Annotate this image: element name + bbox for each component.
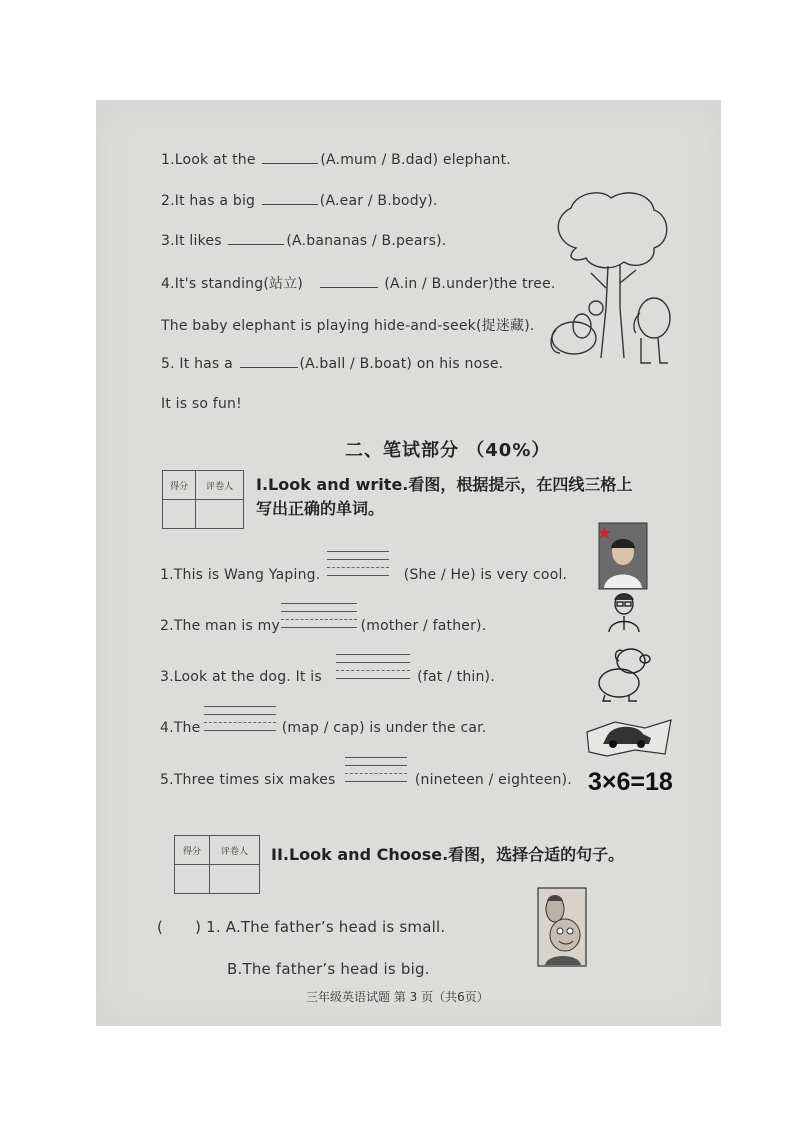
item-text: 5.Three times six makes (160, 772, 336, 788)
astronaut-photo (598, 522, 648, 590)
page-footer: 三年级英语试题 第 3 页（共6页） (306, 990, 489, 1004)
option-b: B.The father’s head is big. (227, 960, 430, 978)
score-label: 得分 (163, 471, 196, 500)
answer-blank[interactable] (262, 163, 318, 164)
item-text: 1.This is Wang Yaping. (160, 567, 321, 583)
choose-question-1 (157, 918, 445, 936)
option-a: A.The father’s head is small. (225, 918, 446, 936)
item-options: (map / cap) is under the car. (281, 720, 487, 736)
question-1 (161, 152, 511, 168)
score-cell[interactable] (175, 865, 210, 894)
question-text: 1.Look at the (161, 152, 256, 168)
four-line-grid[interactable] (345, 757, 407, 789)
section-title: 二、笔试部分 （40%） (345, 440, 551, 461)
section1-heading-line2: 写出正确的单词。 (256, 499, 385, 518)
question-options: (A.in / B.under)the tree. (384, 276, 556, 292)
answer-blank[interactable] (320, 287, 378, 288)
question-text: 5. It has a (161, 356, 233, 372)
dog-picture (593, 645, 653, 703)
question-text: 2.It has a big (161, 193, 256, 209)
question-options: (A.ear / B.body). (319, 193, 438, 209)
answer-paren-open: ( (157, 918, 164, 936)
question-options: (A.ball / B.boat) on his nose. (299, 356, 504, 372)
father-picture (605, 590, 643, 634)
four-line-grid[interactable] (204, 706, 276, 738)
question-text: 3.It likes (161, 233, 222, 249)
score-box (174, 835, 260, 894)
score-cell[interactable] (163, 500, 196, 529)
tree-elephants-picture (546, 188, 676, 370)
item-text: 2.The man is my (160, 618, 280, 634)
answer-blank[interactable] (262, 204, 318, 205)
item-text: 4.The (160, 720, 201, 736)
answer-blank[interactable] (240, 367, 298, 368)
section2-heading: II.Look and Choose.看图，选择合适的句子。 (271, 845, 625, 864)
grader-cell[interactable] (196, 500, 244, 529)
question-3 (161, 233, 446, 249)
item-options: (mother / father). (360, 618, 487, 634)
question-5 (161, 356, 503, 372)
question-text: 4.It's standing(站立) (161, 276, 304, 292)
cartoon-father-son-picture (537, 887, 587, 967)
write-item-3 (160, 669, 495, 685)
four-line-grid[interactable] (281, 603, 357, 635)
answer-blank[interactable] (228, 244, 284, 245)
four-line-grid[interactable] (336, 654, 410, 686)
question-options: (A.mum / B.dad) elephant. (320, 152, 511, 168)
story-line-fun: It is so fun! (161, 396, 242, 412)
item-text: 3.Look at the dog. It is (160, 669, 322, 685)
grader-label: 评卷人 (196, 471, 244, 500)
item-options: (fat / thin). (417, 669, 495, 685)
score-box (162, 470, 244, 529)
item-options: (nineteen / eighteen). (414, 772, 572, 788)
section1-heading-line1: I.Look and write.看图，根据提示，在四线三格上 (256, 475, 633, 494)
score-label: 得分 (175, 836, 210, 865)
four-line-grid[interactable] (327, 551, 389, 583)
grader-cell[interactable] (210, 865, 260, 894)
question-number: ) 1. (195, 918, 221, 936)
car-on-map-picture (585, 714, 673, 758)
math-equation: 3×6=18 (588, 768, 673, 796)
item-options: (She / He) is very cool. (403, 567, 568, 583)
story-line-baby: The baby elephant is playing hide-and-seek(捉迷藏). (161, 318, 535, 334)
grader-label: 评卷人 (210, 836, 260, 865)
question-options: (A.bananas / B.pears). (286, 233, 447, 249)
question-4 (161, 273, 556, 293)
question-2 (161, 193, 438, 209)
